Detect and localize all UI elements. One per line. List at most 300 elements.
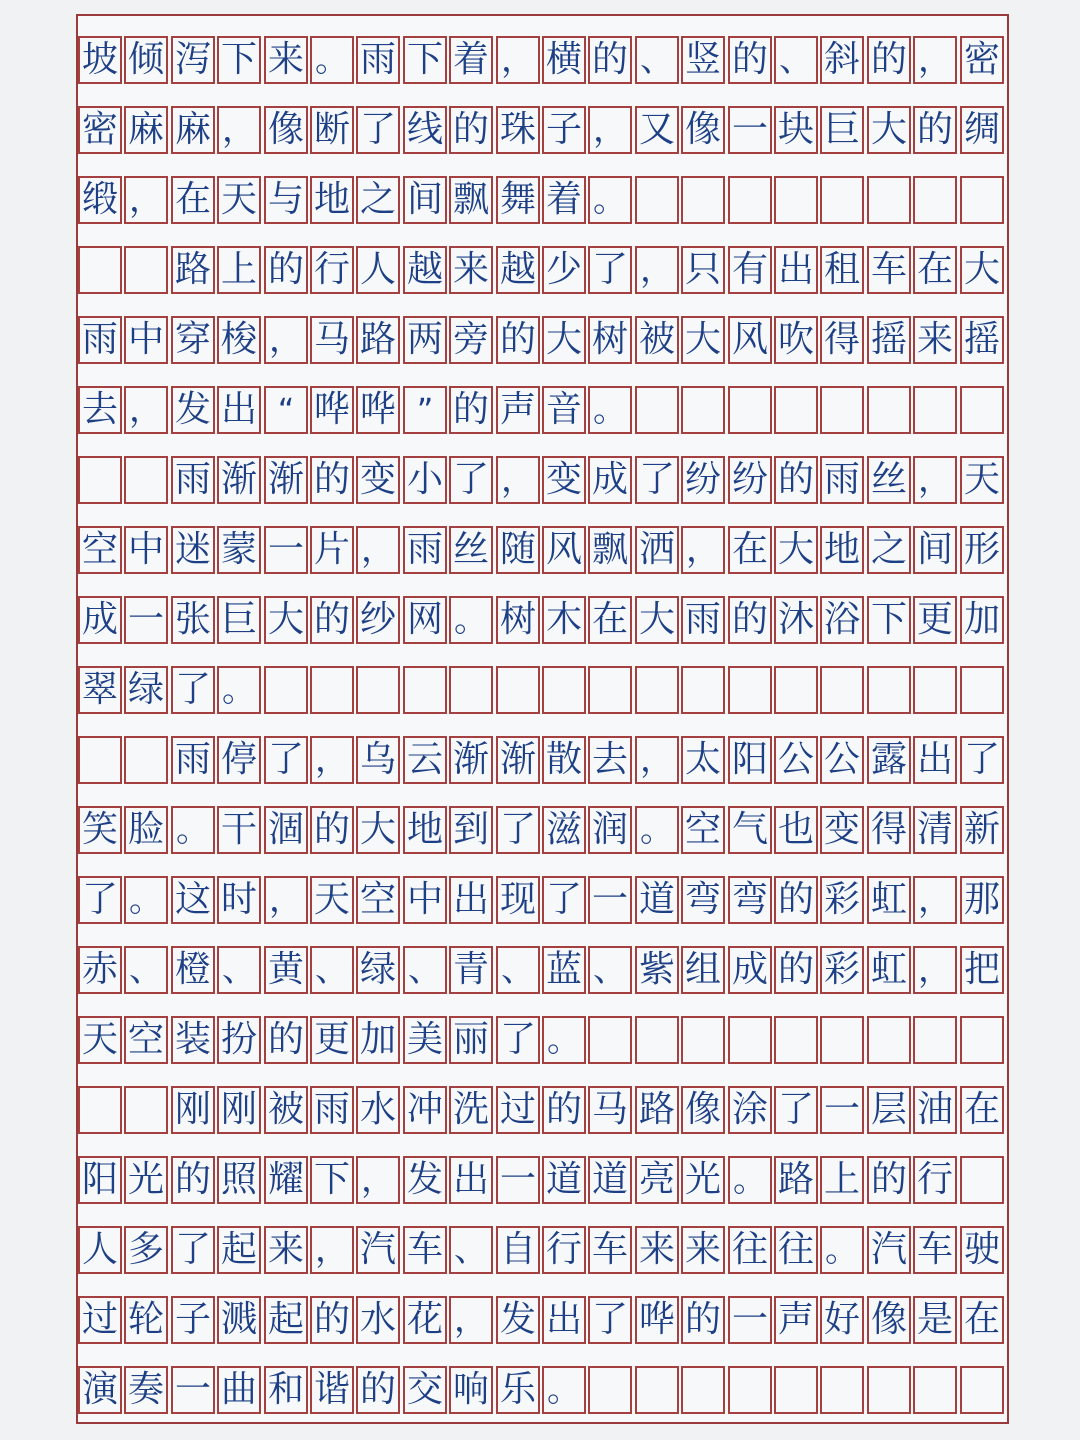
grid-cell: 蒙 — [217, 526, 261, 574]
grid-cell — [913, 666, 957, 714]
grid-cell: 。 — [635, 806, 679, 854]
grid-cell: 往 — [774, 1226, 818, 1274]
grid-cell: 响 — [449, 1366, 493, 1414]
grid-cell: 那 — [960, 876, 1004, 924]
grid-cell — [124, 736, 168, 784]
grid-cell: 也 — [774, 806, 818, 854]
grid-row — [78, 736, 1007, 784]
grid-cell — [728, 176, 772, 224]
grid-cell: 涸 — [264, 806, 308, 854]
grid-cell: 了 — [171, 1226, 215, 1274]
grid-row — [78, 106, 1007, 154]
grid-cell — [867, 666, 911, 714]
grid-cell: 出 — [449, 876, 493, 924]
grid-cell: 的 — [449, 106, 493, 154]
grid-cell: 和 — [264, 1366, 308, 1414]
grid-cell: 租 — [820, 246, 864, 294]
grid-cell: 越 — [496, 246, 540, 294]
grid-cell: 的 — [264, 1016, 308, 1064]
grid-cell: ， — [913, 456, 957, 504]
grid-cell: 洗 — [449, 1086, 493, 1134]
grid-cell: 光 — [124, 1156, 168, 1204]
grid-cell — [78, 246, 122, 294]
grid-cell: 洒 — [635, 526, 679, 574]
grid-cell: 迷 — [171, 526, 215, 574]
grid-cell: 路 — [635, 1086, 679, 1134]
grid-cell: 的 — [264, 246, 308, 294]
grid-cell: 着 — [542, 176, 586, 224]
grid-cell: 着 — [449, 36, 493, 84]
grid-cell — [588, 1016, 632, 1064]
grid-cell: 、 — [496, 946, 540, 994]
grid-cell: 乌 — [356, 736, 400, 784]
grid-cell: 了 — [635, 456, 679, 504]
grid-cell: ， — [449, 1296, 493, 1344]
grid-cell: 来 — [449, 246, 493, 294]
grid-cell — [820, 176, 864, 224]
grid-cell: 一 — [820, 1086, 864, 1134]
grid-cell: 马 — [588, 1086, 632, 1134]
grid-cell: 形 — [960, 526, 1004, 574]
grid-cell: 车 — [913, 1226, 957, 1274]
grid-cell: 。 — [820, 1226, 864, 1274]
grid-cell: 子 — [171, 1296, 215, 1344]
grid-cell: 渐 — [449, 736, 493, 784]
grid-cell: 发 — [496, 1296, 540, 1344]
grid-cell: 清 — [913, 806, 957, 854]
grid-cell: 了 — [496, 806, 540, 854]
grid-cell — [588, 1366, 632, 1414]
grid-cell: 的 — [542, 1086, 586, 1134]
grid-cell: 雨 — [403, 526, 447, 574]
grid-cell — [449, 666, 493, 714]
grid-cell — [356, 666, 400, 714]
grid-cell — [867, 386, 911, 434]
grid-cell — [403, 666, 447, 714]
grid-cell: 摇 — [867, 316, 911, 364]
grid-cell: “ — [264, 386, 308, 434]
grid-cell: 、 — [124, 946, 168, 994]
grid-cell: 巨 — [217, 596, 261, 644]
grid-cell — [820, 666, 864, 714]
grid-cell: 发 — [403, 1156, 447, 1204]
grid-cell: 。 — [217, 666, 261, 714]
grid-cell: 的 — [171, 1156, 215, 1204]
grid-cell: 两 — [403, 316, 447, 364]
grid-cell: 梭 — [217, 316, 261, 364]
grid-cell: 加 — [356, 1016, 400, 1064]
grid-row — [78, 806, 1007, 854]
grid-cell: 一 — [171, 1366, 215, 1414]
grid-cell: 断 — [310, 106, 354, 154]
grid-row — [78, 386, 1007, 434]
grid-cell — [264, 666, 308, 714]
grid-cell: 、 — [588, 946, 632, 994]
grid-cell: 刚 — [217, 1086, 261, 1134]
grid-cell: 被 — [635, 316, 679, 364]
grid-cell: 多 — [124, 1226, 168, 1274]
grid-cell: 。 — [542, 1366, 586, 1414]
grid-cell: 了 — [171, 666, 215, 714]
grid-cell: 水 — [356, 1086, 400, 1134]
grid-cell: 的 — [774, 946, 818, 994]
grid-cell: 起 — [264, 1296, 308, 1344]
grid-cell: 蓝 — [542, 946, 586, 994]
grid-cell: ， — [217, 106, 261, 154]
grid-cell: 虹 — [867, 946, 911, 994]
grid-cell — [774, 666, 818, 714]
grid-cell: 的 — [310, 456, 354, 504]
grid-cell: 涂 — [728, 1086, 772, 1134]
grid-cell: 一 — [728, 106, 772, 154]
grid-cell — [728, 1016, 772, 1064]
grid-cell: 穿 — [171, 316, 215, 364]
grid-cell: 变 — [820, 806, 864, 854]
grid-row — [78, 596, 1007, 644]
grid-row — [78, 1296, 1007, 1344]
grid-cell: 自 — [496, 1226, 540, 1274]
grid-cell: 露 — [867, 736, 911, 784]
grid-cell: 绸 — [960, 106, 1004, 154]
grid-cell: 一 — [728, 1296, 772, 1344]
grid-cell: 的 — [588, 36, 632, 84]
grid-cell: 变 — [356, 456, 400, 504]
grid-cell — [774, 1016, 818, 1064]
grid-cell — [960, 1366, 1004, 1414]
grid-cell: ， — [310, 1226, 354, 1274]
grid-cell — [310, 666, 354, 714]
grid-cell — [774, 386, 818, 434]
grid-cell: 之 — [867, 526, 911, 574]
grid-cell: 阳 — [728, 736, 772, 784]
grid-cell: 弯 — [728, 876, 772, 924]
grid-cell: 到 — [449, 806, 493, 854]
grid-cell: 舞 — [496, 176, 540, 224]
grid-cell: 出 — [542, 1296, 586, 1344]
grid-cell: 片 — [310, 526, 354, 574]
grid-cell: 的 — [774, 876, 818, 924]
grid-cell: 美 — [403, 1016, 447, 1064]
grid-cell: 成 — [588, 456, 632, 504]
grid-cell: 雨 — [310, 1086, 354, 1134]
grid-cell — [960, 666, 1004, 714]
grid-cell: 交 — [403, 1366, 447, 1414]
grid-row — [78, 1226, 1007, 1274]
grid-cell: 马 — [310, 316, 354, 364]
grid-cell — [681, 176, 725, 224]
grid-cell — [635, 666, 679, 714]
grid-cell: 的 — [310, 1296, 354, 1344]
grid-cell — [681, 1366, 725, 1414]
grid-cell: 光 — [681, 1156, 725, 1204]
grid-cell: 风 — [542, 526, 586, 574]
grid-cell — [820, 1366, 864, 1414]
grid-cell: 少 — [542, 246, 586, 294]
grid-cell: 。 — [171, 806, 215, 854]
grid-cell: 路 — [356, 316, 400, 364]
grid-cell: 花 — [403, 1296, 447, 1344]
grid-cell: 大 — [867, 106, 911, 154]
grid-cell: 飘 — [449, 176, 493, 224]
grid-cell: ， — [496, 456, 540, 504]
grid-cell: ， — [356, 526, 400, 574]
grid-cell: 中 — [124, 316, 168, 364]
grid-cell: 声 — [496, 386, 540, 434]
grid-cell: 下 — [217, 36, 261, 84]
grid-cell: 装 — [171, 1016, 215, 1064]
grid-cell: 演 — [78, 1366, 122, 1414]
grid-cell: 的 — [913, 106, 957, 154]
grid-row — [78, 1366, 1007, 1414]
grid-cell: 又 — [635, 106, 679, 154]
grid-row — [78, 946, 1007, 994]
grid-cell: 像 — [681, 106, 725, 154]
grid-cell — [542, 666, 586, 714]
grid-cell — [78, 1086, 122, 1134]
grid-cell — [681, 666, 725, 714]
grid-cell — [867, 1366, 911, 1414]
grid-cell: 网 — [403, 596, 447, 644]
grid-cell: 翠 — [78, 666, 122, 714]
grid-cell: 出 — [449, 1156, 493, 1204]
grid-cell: 了 — [588, 1296, 632, 1344]
grid-cell — [913, 176, 957, 224]
grid-cell: 木 — [542, 596, 586, 644]
grid-cell: 是 — [913, 1296, 957, 1344]
grid-cell: 出 — [913, 736, 957, 784]
grid-cell: ， — [264, 876, 308, 924]
grid-cell: ， — [124, 386, 168, 434]
grid-cell: 密 — [960, 36, 1004, 84]
grid-cell: 来 — [913, 316, 957, 364]
grid-cell: 太 — [681, 736, 725, 784]
grid-cell: 来 — [635, 1226, 679, 1274]
grid-cell — [913, 1366, 957, 1414]
grid-cell: 出 — [774, 246, 818, 294]
grid-cell: 变 — [542, 456, 586, 504]
grid-cell: 滋 — [542, 806, 586, 854]
grid-cell: 丝 — [867, 456, 911, 504]
grid-cell: 好 — [820, 1296, 864, 1344]
grid-cell: 弯 — [681, 876, 725, 924]
grid-cell: 轮 — [124, 1296, 168, 1344]
grid-cell — [774, 176, 818, 224]
grid-cell: 下 — [867, 596, 911, 644]
grid-cell: 乐 — [496, 1366, 540, 1414]
grid-cell: 脸 — [124, 806, 168, 854]
grid-cell: 中 — [124, 526, 168, 574]
grid-cell: 的 — [728, 596, 772, 644]
grid-cell: 哗 — [635, 1296, 679, 1344]
grid-cell: 地 — [403, 806, 447, 854]
grid-row — [78, 1086, 1007, 1134]
grid-cell: 一 — [124, 596, 168, 644]
grid-cell: 、 — [217, 946, 261, 994]
grid-cell: 干 — [217, 806, 261, 854]
grid-cell: 在 — [960, 1296, 1004, 1344]
grid-cell: 。 — [542, 1016, 586, 1064]
grid-cell: 有 — [728, 246, 772, 294]
grid-cell: 在 — [588, 596, 632, 644]
grid-cell: 坡 — [78, 36, 122, 84]
grid-cell — [820, 386, 864, 434]
grid-cell — [820, 1016, 864, 1064]
grid-cell: 。 — [728, 1156, 772, 1204]
grid-cell — [960, 1016, 1004, 1064]
grid-cell: 丝 — [449, 526, 493, 574]
grid-cell: ， — [310, 736, 354, 784]
grid-row — [78, 456, 1007, 504]
grid-cell: 的 — [867, 1156, 911, 1204]
grid-cell: 吹 — [774, 316, 818, 364]
grid-cell: 人 — [356, 246, 400, 294]
grid-cell: 张 — [171, 596, 215, 644]
grid-cell — [78, 736, 122, 784]
grid-cell: 。 — [588, 386, 632, 434]
grid-cell: 公 — [820, 736, 864, 784]
grid-cell: ， — [124, 176, 168, 224]
grid-cell: 在 — [913, 246, 957, 294]
grid-cell: 车 — [403, 1226, 447, 1274]
grid-cell: 一 — [496, 1156, 540, 1204]
composition-sheet — [76, 14, 1009, 1424]
grid-cell — [960, 386, 1004, 434]
grid-cell: 了 — [774, 1086, 818, 1134]
grid-cell: 。 — [310, 36, 354, 84]
grid-cell: 被 — [264, 1086, 308, 1134]
grid-cell: 发 — [171, 386, 215, 434]
grid-cell: 刚 — [171, 1086, 215, 1134]
grid-cell: 大 — [635, 596, 679, 644]
grid-cell: 只 — [681, 246, 725, 294]
grid-cell: 笑 — [78, 806, 122, 854]
grid-cell: 大 — [681, 316, 725, 364]
grid-cell: ， — [913, 36, 957, 84]
grid-cell: 斜 — [820, 36, 864, 84]
grid-cell: 的 — [356, 1366, 400, 1414]
grid-cell: 在 — [171, 176, 215, 224]
grid-cell: 更 — [310, 1016, 354, 1064]
grid-cell: 间 — [913, 526, 957, 574]
grid-cell: 的 — [449, 386, 493, 434]
grid-cell: 上 — [820, 1156, 864, 1204]
grid-cell: 泻 — [171, 36, 215, 84]
grid-cell: 的 — [310, 806, 354, 854]
grid-cell: 黄 — [264, 946, 308, 994]
grid-cell: 树 — [588, 316, 632, 364]
grid-cell: 行 — [542, 1226, 586, 1274]
grid-cell: 雨 — [171, 456, 215, 504]
grid-cell: 、 — [635, 36, 679, 84]
grid-cell — [913, 386, 957, 434]
grid-cell: 去 — [588, 736, 632, 784]
grid-cell: 油 — [913, 1086, 957, 1134]
grid-cell: ， — [913, 946, 957, 994]
grid-cell: 倾 — [124, 36, 168, 84]
grid-cell: 、 — [310, 946, 354, 994]
grid-cell: 得 — [820, 316, 864, 364]
grid-cell — [728, 1366, 772, 1414]
grid-cell: 在 — [960, 1086, 1004, 1134]
grid-cell: 组 — [681, 946, 725, 994]
grid-cell: 成 — [78, 596, 122, 644]
grid-cell: 行 — [913, 1156, 957, 1204]
grid-cell: 彩 — [820, 876, 864, 924]
grid-cell: ， — [496, 36, 540, 84]
grid-cell: 麻 — [171, 106, 215, 154]
grid-cell: 横 — [542, 36, 586, 84]
grid-cell: 了 — [356, 106, 400, 154]
grid-cell: 更 — [913, 596, 957, 644]
grid-cell: 的 — [681, 1296, 725, 1344]
grid-cell: 缎 — [78, 176, 122, 224]
grid-cell: 气 — [728, 806, 772, 854]
grid-cell: 地 — [820, 526, 864, 574]
grid-cell: 地 — [310, 176, 354, 224]
grid-cell: 天 — [310, 876, 354, 924]
grid-cell: 一 — [588, 876, 632, 924]
grid-cell: ， — [635, 246, 679, 294]
grid-cell: 树 — [496, 596, 540, 644]
grid-cell: ， — [588, 106, 632, 154]
grid-cell: 上 — [217, 246, 261, 294]
grid-cell: ， — [635, 736, 679, 784]
grid-cell: 公 — [774, 736, 818, 784]
grid-cell: 了 — [496, 1016, 540, 1064]
grid-cell: 耀 — [264, 1156, 308, 1204]
grid-cell: 一 — [264, 526, 308, 574]
grid-cell: 赤 — [78, 946, 122, 994]
grid-cell: 渐 — [217, 456, 261, 504]
grid-cell: 天 — [960, 456, 1004, 504]
grid-cell: 密 — [78, 106, 122, 154]
grid-cell: 像 — [867, 1296, 911, 1344]
grid-cell: 过 — [78, 1296, 122, 1344]
grid-cell: 这 — [171, 876, 215, 924]
grid-cell: 车 — [867, 246, 911, 294]
grid-cell — [728, 386, 772, 434]
grid-cell: 纱 — [356, 596, 400, 644]
grid-cell: 天 — [217, 176, 261, 224]
grid-cell: 纷 — [681, 456, 725, 504]
grid-cell — [588, 666, 632, 714]
grid-cell: 起 — [217, 1226, 261, 1274]
grid-cell: 、 — [774, 36, 818, 84]
grid-cell: 绿 — [124, 666, 168, 714]
grid-cell: 现 — [496, 876, 540, 924]
grid-cell: 了 — [960, 736, 1004, 784]
grid-cell: 路 — [171, 246, 215, 294]
grid-cell: 来 — [264, 1226, 308, 1274]
grid-cell: 彩 — [820, 946, 864, 994]
grid-cell: 的 — [774, 456, 818, 504]
grid-cell — [635, 1366, 679, 1414]
grid-cell: 巨 — [820, 106, 864, 154]
grid-cell: 了 — [264, 736, 308, 784]
grid-cell: 道 — [542, 1156, 586, 1204]
grid-cell: 水 — [356, 1296, 400, 1344]
grid-row — [78, 176, 1007, 224]
grid-row — [78, 1156, 1007, 1204]
grid-cell: 来 — [264, 36, 308, 84]
grid-cell: 出 — [217, 386, 261, 434]
grid-cell — [867, 1016, 911, 1064]
grid-cell: 散 — [542, 736, 586, 784]
grid-cell: 纷 — [728, 456, 772, 504]
grid-cell: 天 — [78, 1016, 122, 1064]
grid-cell: 润 — [588, 806, 632, 854]
grid-cell: 渐 — [496, 736, 540, 784]
